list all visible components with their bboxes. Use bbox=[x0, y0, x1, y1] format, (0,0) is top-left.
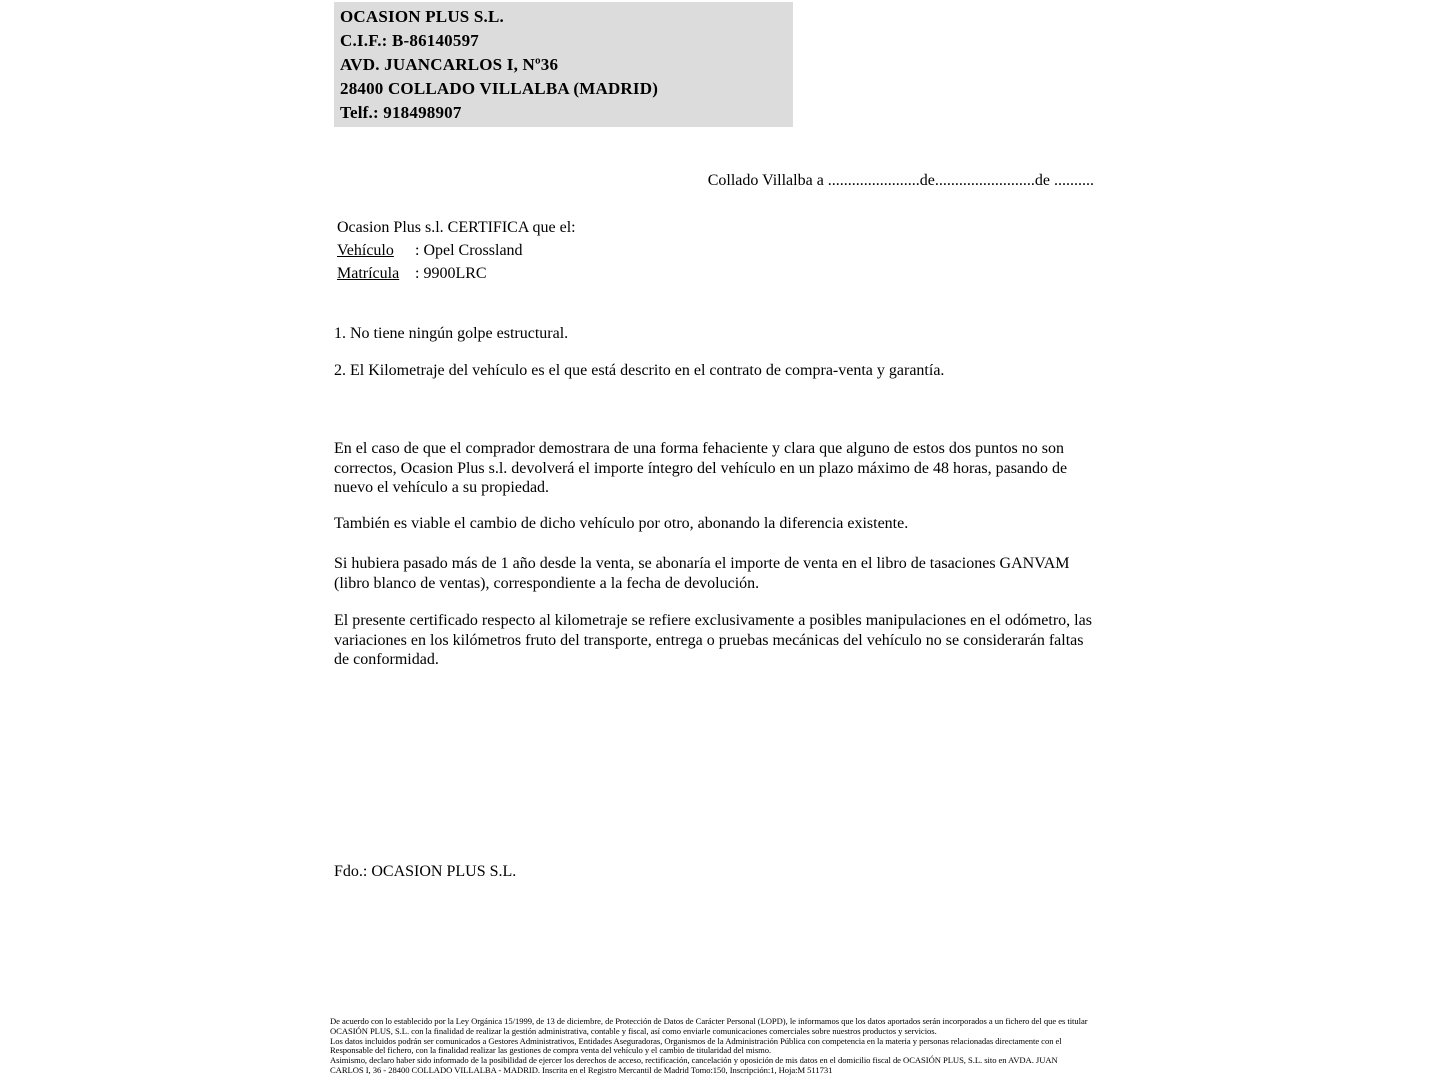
date-fill-in-line: Collado Villalba a .......................de.........................de .......... bbox=[707, 172, 1094, 189]
company-phone: Telf.: 918498907 bbox=[340, 103, 462, 122]
certification-intro: Ocasion Plus s.l. CERTIFICA que el: bbox=[337, 219, 576, 236]
legal-line: Asimismo, declaro haber sido informado de la posibilidad de ejercer los derechos de acceso, rectificación, cancelación y oposición de mis datos en el domicilio fiscal de OCASIÓN PLUS, S.L. sito en AVDA. JUAN bbox=[330, 1055, 1058, 1066]
legal-footnote bbox=[330, 1017, 1088, 1076]
vehicle-row bbox=[337, 239, 576, 262]
company-name: OCASION PLUS S.L. bbox=[340, 7, 504, 26]
plate-value: : 9900LRC bbox=[415, 265, 487, 282]
company-header-box bbox=[334, 2, 793, 127]
certification-block bbox=[337, 216, 576, 285]
legal-line: De acuerdo con lo establecido por la Ley Orgánica 15/1999, de 13 de diciembre, de Protección de Datos de Carácter Personal (LOPD), le informamos que los datos aportados serán incorporados a un fichero del que es titular bbox=[330, 1016, 1088, 1026]
signature-line: Fdo.: OCASION PLUS S.L. bbox=[334, 863, 517, 880]
company-cif: C.I.F.: B-86140597 bbox=[340, 31, 479, 50]
plate-row bbox=[337, 262, 576, 285]
vehicle-value: : Opel Crossland bbox=[415, 242, 523, 259]
legal-line: Responsable del fichero, con la finalidad realizar las gestiones de compra venta del vehículo y el cambio de titularidad del mismo. bbox=[330, 1045, 772, 1056]
plate-label: Matrícula bbox=[337, 265, 400, 282]
clause-no-structural-damage: 1. No tiene ningún golpe estructural. bbox=[334, 325, 569, 342]
company-city: 28400 COLLADO VILLALBA (MADRID) bbox=[340, 79, 659, 98]
paragraph-exchange-option: También es viable el cambio de dicho vehículo por otro, abonando la diferencia existente. bbox=[334, 515, 909, 532]
paragraph-ganvam-valuation: Si hubiera pasado más de 1 año desde la venta, se abonaría el importe de venta en el libro de tasaciones GANVAM (libro blanco de ventas), correspondiente a la fecha de devolución. bbox=[334, 555, 1070, 592]
paragraph-odometer-disclaimer: El presente certificado respecto al kilometraje se refiere exclusivamente a posibles manipulaciones en el odómetro, las variaciones en los kilómetros fruto del transporte, entrega o pruebas mecánicas del vehículo no se considerarán faltas de conformidad. bbox=[334, 612, 1092, 668]
company-address: AVD. JUANCARLOS I, Nº36 bbox=[340, 55, 559, 74]
legal-line: Los datos incluidos podrán ser comunicados a Gestores Administrativos, Entidades Aseguradoras, Organismos de la Administración Pública con competencia en la materia y personas relacionadas directamente con el bbox=[330, 1035, 1062, 1046]
paragraph-refund-terms: En el caso de que el comprador demostrara de una forma fehaciente y clara que alguno de estos dos puntos no son correctos, Ocasion Plus s.l. devolverá el importe íntegro del vehículo en un plazo máximo de 48 horas, pasando de nuevo el vehículo a su propiedad. bbox=[334, 440, 1068, 496]
legal-line: CARLOS I, 36 - 28400 COLLADO VILLALBA - MADRID. Inscrita en el Registro Mercantil de Madrid Tomo:150, Inscripción:1, Hoja:M 511731 bbox=[330, 1064, 833, 1075]
clause-mileage: 2. El Kilometraje del vehículo es el que está descrito en el contrato de compra-venta y garantía. bbox=[334, 362, 945, 379]
legal-line: OCASIÓN PLUS, S.L. con la finalidad de realizar la gestión administrativa, contable y fiscal, así como enviarle comunicaciones comerciales sobre nuestros productos y servicios. bbox=[330, 1025, 937, 1036]
vehicle-label: Vehículo bbox=[337, 242, 394, 259]
